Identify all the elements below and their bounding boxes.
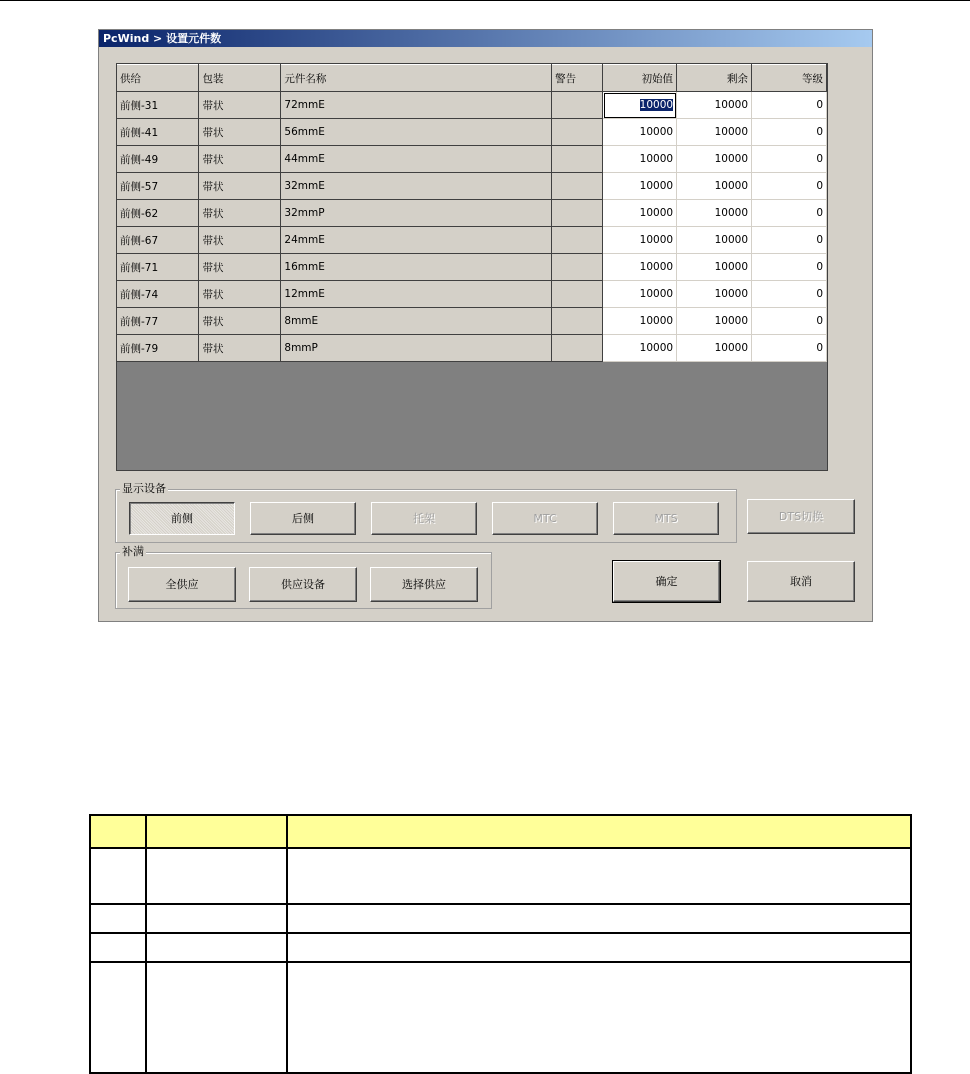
tray-button[interactable]: 托架	[371, 502, 477, 535]
grid-row[interactable]	[117, 146, 827, 173]
cell-warning[interactable]	[552, 92, 603, 119]
refill-group-label: 补满	[122, 545, 144, 558]
cell-package[interactable]: 带状	[199, 119, 281, 146]
cell-package[interactable]: 带状	[199, 335, 281, 362]
description-cell	[146, 933, 287, 962]
cell-remaining[interactable]: 10000	[677, 119, 752, 146]
cell-level[interactable]: 0	[752, 119, 827, 146]
cell-level[interactable]: 0	[752, 335, 827, 362]
cell-initial[interactable]: 10000	[603, 119, 677, 146]
cell-remaining[interactable]: 10000	[677, 92, 752, 119]
grid-row[interactable]	[117, 335, 827, 362]
cell-package[interactable]: 带状	[199, 173, 281, 200]
component-count-grid[interactable]	[116, 63, 828, 471]
description-cell	[90, 933, 146, 962]
cell-warning[interactable]	[552, 227, 603, 254]
cell-component-name[interactable]: 72mmE	[281, 92, 552, 119]
cell-initial[interactable]: 10000	[603, 92, 677, 119]
cell-supply[interactable]: 前侧-74	[117, 281, 199, 308]
cell-package[interactable]: 带状	[199, 146, 281, 173]
cell-component-name[interactable]: 16mmE	[281, 254, 552, 281]
dialog-window	[98, 29, 873, 622]
dts-switch-button[interactable]: DTS切换	[747, 499, 855, 534]
cell-remaining[interactable]: 10000	[677, 200, 752, 227]
cell-supply[interactable]: 前侧-62	[117, 200, 199, 227]
supply-device-button[interactable]: 供应设备	[249, 567, 357, 602]
rear-button[interactable]: 后侧	[250, 502, 356, 535]
grid-table	[117, 64, 827, 362]
cell-component-name[interactable]: 32mmP	[281, 200, 552, 227]
col-header-warning[interactable]: 警告	[552, 65, 603, 92]
description-table-header	[90, 815, 911, 848]
cell-initial[interactable]: 10000	[603, 254, 677, 281]
cell-warning[interactable]	[552, 119, 603, 146]
grid-row[interactable]	[117, 92, 827, 119]
cell-supply[interactable]: 前侧-49	[117, 146, 199, 173]
cell-warning[interactable]	[552, 200, 603, 227]
cell-warning[interactable]	[552, 254, 603, 281]
col-header-package[interactable]: 包装	[199, 65, 281, 92]
cell-remaining[interactable]: 10000	[677, 281, 752, 308]
front-button[interactable]: 前侧	[129, 502, 235, 535]
description-cell	[287, 962, 911, 1073]
cell-package[interactable]: 带状	[199, 254, 281, 281]
cell-initial[interactable]: 10000	[603, 200, 677, 227]
header-cell-item	[146, 815, 287, 848]
cell-remaining[interactable]: 10000	[677, 227, 752, 254]
supply-all-button[interactable]: 全供应	[128, 567, 236, 602]
cell-warning[interactable]	[552, 146, 603, 173]
col-header-supply[interactable]: 供给	[117, 65, 199, 92]
cell-remaining[interactable]: 10000	[677, 146, 752, 173]
grid-row[interactable]	[117, 173, 827, 200]
col-header-remaining[interactable]: 剩余	[677, 65, 752, 92]
cell-remaining[interactable]: 10000	[677, 335, 752, 362]
col-header-component-name[interactable]: 元件名称	[281, 65, 552, 92]
header-cell-no	[90, 815, 146, 848]
grid-row[interactable]	[117, 227, 827, 254]
window-title: PcWind > 设置元件数	[103, 32, 222, 45]
description-cell	[146, 848, 287, 904]
cell-component-name[interactable]: 56mmE	[281, 119, 552, 146]
col-header-initial[interactable]: 初始值	[603, 65, 677, 92]
ok-button[interactable]: 确定	[613, 561, 720, 602]
display-device-group-label: 显示设备	[122, 482, 166, 495]
description-cell	[90, 848, 146, 904]
cell-component-name[interactable]: 32mmE	[281, 173, 552, 200]
cell-level[interactable]: 0	[752, 227, 827, 254]
grid-body	[117, 92, 827, 362]
grid-row[interactable]	[117, 119, 827, 146]
cell-initial[interactable]: 10000	[603, 335, 677, 362]
cell-supply[interactable]: 前侧-57	[117, 173, 199, 200]
cell-supply[interactable]: 前侧-71	[117, 254, 199, 281]
cell-supply[interactable]: 前侧-41	[117, 119, 199, 146]
cell-level[interactable]: 0	[752, 200, 827, 227]
cell-level[interactable]: 0	[752, 92, 827, 119]
cell-initial[interactable]: 10000	[603, 173, 677, 200]
mts-button[interactable]: MTS	[613, 502, 719, 535]
description-cell	[287, 904, 911, 933]
cell-level[interactable]: 0	[752, 173, 827, 200]
select-supply-button[interactable]: 选择供应	[370, 567, 478, 602]
description-cell	[146, 962, 287, 1073]
description-row	[90, 962, 911, 1073]
cell-warning[interactable]	[552, 281, 603, 308]
col-header-level[interactable]: 等级	[752, 65, 827, 92]
cell-level[interactable]: 0	[752, 281, 827, 308]
header-cell-description	[287, 815, 911, 848]
description-cell	[90, 962, 146, 1073]
cell-initial[interactable]: 10000	[603, 308, 677, 335]
cell-package[interactable]: 带状	[199, 281, 281, 308]
cell-initial[interactable]: 10000	[603, 281, 677, 308]
cell-initial[interactable]: 10000	[603, 146, 677, 173]
cell-package[interactable]: 带状	[199, 200, 281, 227]
grid-header-row	[117, 65, 827, 92]
cell-package[interactable]: 带状	[199, 227, 281, 254]
cell-component-name[interactable]: 8mmP	[281, 335, 552, 362]
grid-row[interactable]	[117, 200, 827, 227]
cell-supply[interactable]: 前侧-31	[117, 92, 199, 119]
cancel-button[interactable]: 取消	[747, 561, 855, 602]
cell-supply[interactable]: 前侧-77	[117, 308, 199, 335]
cell-component-name[interactable]: 12mmE	[281, 281, 552, 308]
cell-component-name[interactable]: 44mmE	[281, 146, 552, 173]
mtc-button[interactable]: MTC	[492, 502, 598, 535]
cell-package[interactable]: 带状	[199, 92, 281, 119]
cell-component-name[interactable]: 8mmE	[281, 308, 552, 335]
description-row	[90, 933, 911, 962]
cell-remaining[interactable]: 10000	[677, 173, 752, 200]
cell-level[interactable]: 0	[752, 146, 827, 173]
description-cell	[287, 933, 911, 962]
description-row	[90, 848, 911, 904]
grid-row[interactable]	[117, 281, 827, 308]
description-cell	[146, 904, 287, 933]
description-cell	[287, 848, 911, 904]
cell-initial[interactable]: 10000	[603, 227, 677, 254]
page-top-rule	[0, 0, 970, 1]
cell-component-name[interactable]: 24mmE	[281, 227, 552, 254]
cell-remaining[interactable]: 10000	[677, 254, 752, 281]
description-cell	[90, 904, 146, 933]
window-titlebar	[99, 30, 872, 47]
cell-warning[interactable]	[552, 335, 603, 362]
grid-row[interactable]	[117, 308, 827, 335]
cell-warning[interactable]	[552, 173, 603, 200]
cell-warning[interactable]	[552, 308, 603, 335]
cell-package[interactable]: 带状	[199, 308, 281, 335]
cell-supply[interactable]: 前侧-67	[117, 227, 199, 254]
grid-row[interactable]	[117, 254, 827, 281]
description-table	[89, 814, 912, 1074]
cell-remaining[interactable]: 10000	[677, 308, 752, 335]
cell-supply[interactable]: 前侧-79	[117, 335, 199, 362]
cell-level[interactable]: 0	[752, 308, 827, 335]
cell-level[interactable]: 0	[752, 254, 827, 281]
description-row	[90, 904, 911, 933]
